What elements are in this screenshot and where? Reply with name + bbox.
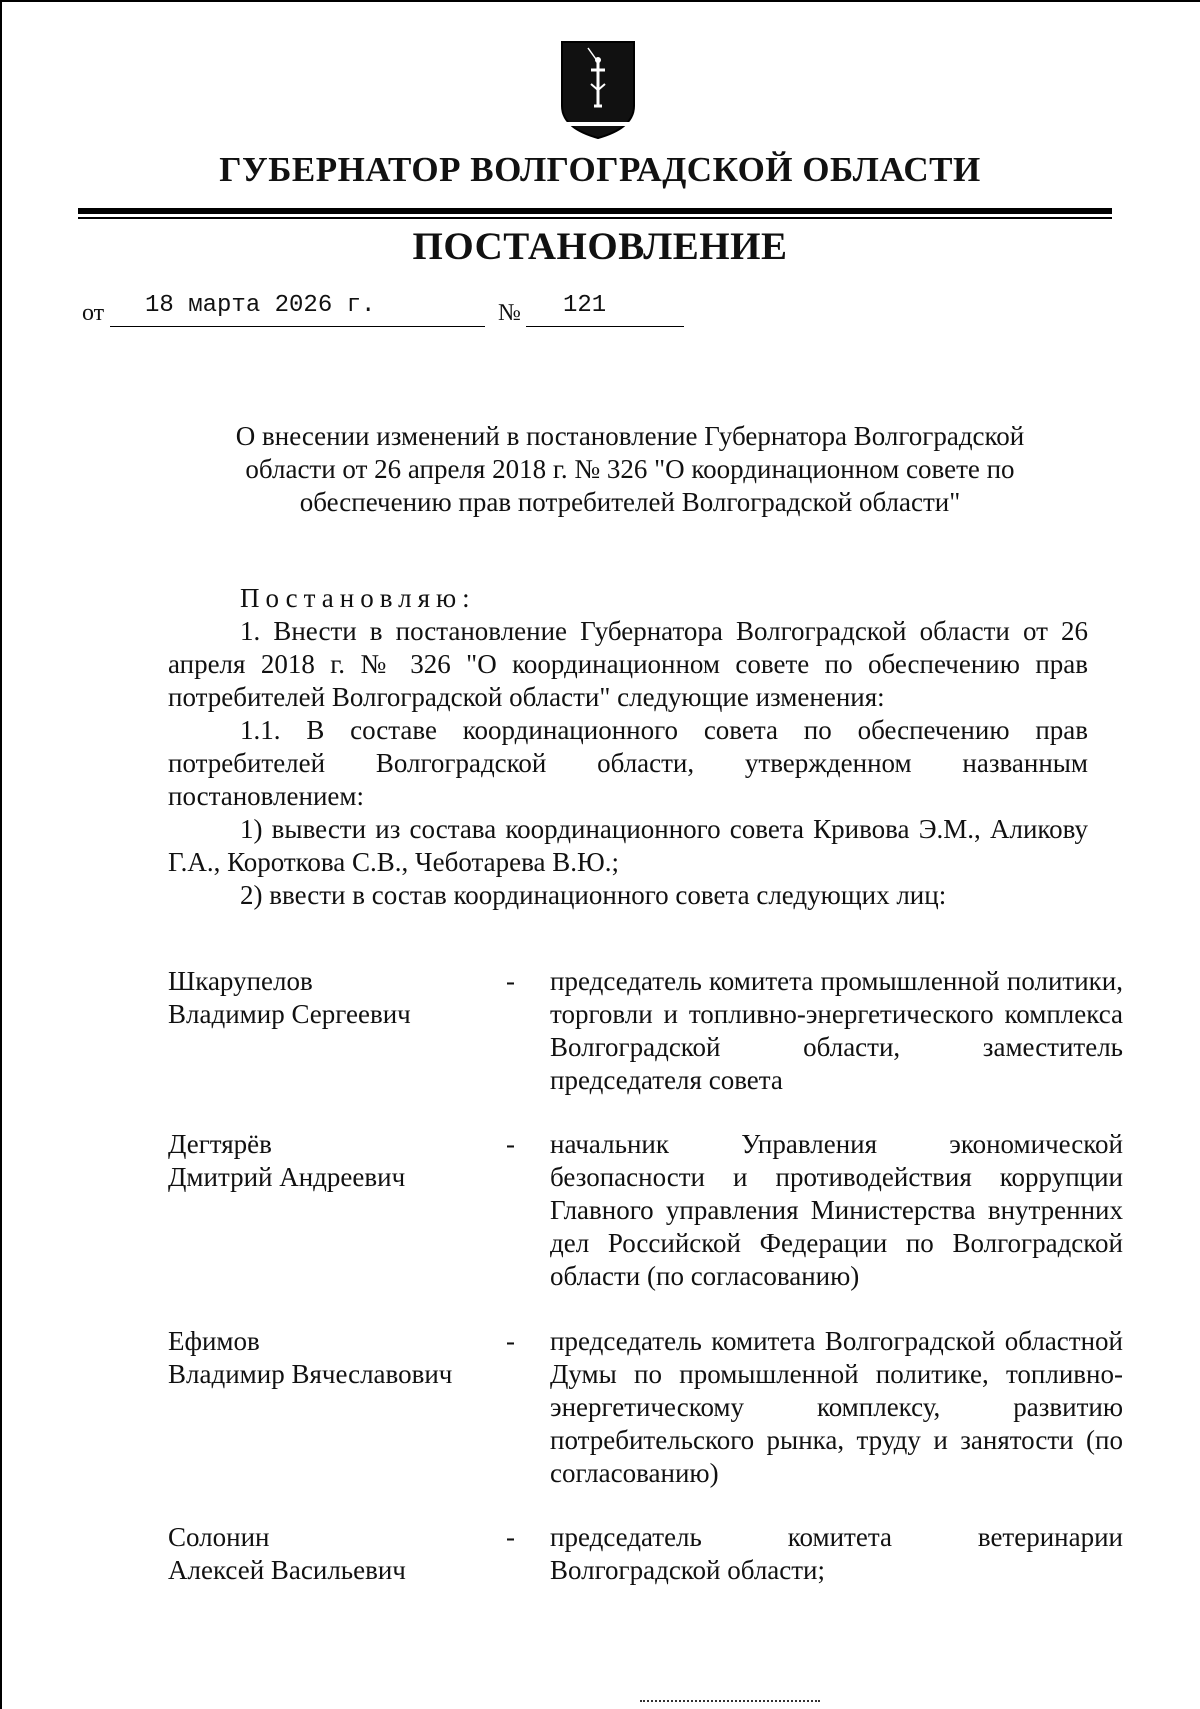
document-type-title: ПОСТАНОВЛЕНИЕ [412, 225, 788, 268]
number-label: № [498, 300, 521, 326]
document-body [168, 582, 1088, 912]
paragraph-1: 1. Внести в постановление Губернатора Волгоградской области от 26 апреля 2018 г. № 326 "О координационном совете по обеспечению прав потребителей Волгоградской области" следующие изменения: [168, 616, 1088, 712]
member-dash: - [506, 1129, 515, 1159]
member-role: председатель комитета Волгоградской областной Думы по промышленной политике, топливно-энергетическому комплексу, развитию потребительского рынка, труду и занятости (по согласованию) [550, 1326, 1123, 1488]
number-underline [526, 326, 684, 327]
member-name [168, 1128, 498, 1194]
member-given-names: Алексей Васильевич [168, 1555, 406, 1585]
member-role: председатель комитета промышленной политики, торговли и топливно-энергетического комплекса Волгоградской области, заместитель председателя совета [550, 966, 1123, 1095]
member-surname: Ефимов [168, 1326, 260, 1356]
scan-border-top [0, 0, 1200, 2]
header-rule-thick [78, 208, 1112, 214]
member-surname: Дегтярёв [168, 1129, 272, 1159]
header-rule-thin [78, 217, 1112, 219]
member-surname: Шкарупелов [168, 966, 313, 996]
resolve-word: Постановляю: [240, 583, 476, 613]
member-given-names: Дмитрий Андреевич [168, 1162, 406, 1192]
member-dash: - [506, 1326, 515, 1356]
date-label: от [82, 300, 105, 326]
member-role: председатель комитета ветеринарии Волгоградской области; [550, 1522, 1123, 1585]
list-item-2: 2) ввести в состав координационного совета следующих лиц: [240, 880, 947, 910]
document-date: 18 марта 2026 г. [145, 292, 376, 319]
member-dash: - [506, 1522, 515, 1552]
member-given-names: Владимир Вячеславович [168, 1359, 453, 1389]
list-item-1: 1) вывести из состава координационного совета Кривова Э.М., Аликову Г.А., Короткова С.В., Чеботарева В.Ю.; [168, 814, 1088, 877]
document-number: 121 [563, 292, 607, 319]
coat-of-arms-emblem [560, 40, 636, 140]
member-name [168, 1325, 498, 1391]
member-name [168, 965, 498, 1031]
member-name [168, 1521, 498, 1587]
member-surname: Солонин [168, 1522, 270, 1552]
member-role: начальник Управления экономической безопасности и противодействия коррупции Главного управления Министерства внутренних дел Российской Федерации по Волгоградской области (по согласованию) [550, 1129, 1123, 1291]
document-subject: О внесении изменений в постановление Губернатора Волгоградской области от 26 апреля 2018 г. № 326 "О координационном совете по обеспечению прав потребителей Волгоградской области" [235, 421, 1025, 517]
page-bottom-mark [640, 1700, 820, 1706]
date-underline [110, 326, 485, 327]
member-dash: - [506, 966, 515, 996]
paragraph-1-1: 1.1. В составе координационного совета по обеспечению прав потребителей Волгоградской области, утвержденном названным постановлением: [168, 715, 1088, 811]
issuer-title: ГУБЕРНАТОР ВОЛГОГРАДСКОЙ ОБЛАСТИ [219, 150, 981, 189]
member-given-names: Владимир Сергеевич [168, 999, 411, 1029]
